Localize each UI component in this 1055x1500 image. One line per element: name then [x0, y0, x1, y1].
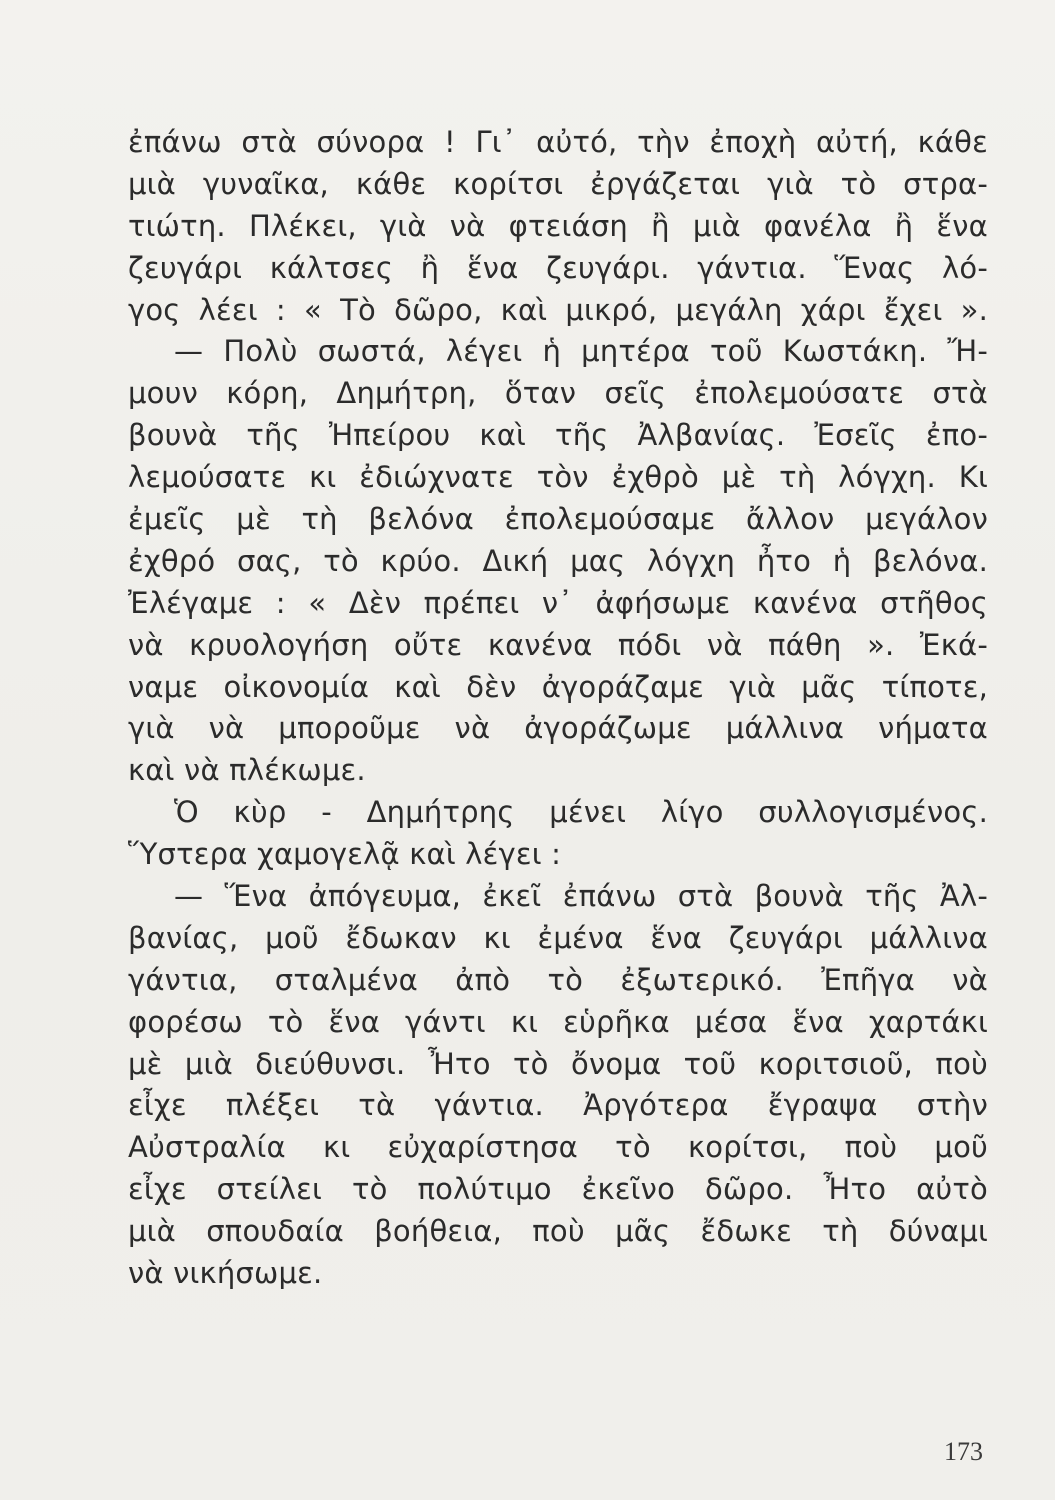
body-text [128, 122, 988, 1295]
text-line: γος λέει : « Τὸ δῶρο, καὶ μικρό, μεγάλη χάρι ἔχει ». [128, 292, 988, 327]
text-line: — Πολὺ σωστά, λέγει ἡ μητέρα τοῦ Κωστάκη. Ἤ- [174, 334, 988, 369]
text-line: εἶχε στείλει τὸ πολύτιμο ἐκεῖνο δῶρο. Ἦτο αὐτὸ [128, 1172, 988, 1207]
text-line: βουνὰ τῆς Ἠπείρου καὶ τῆς Ἀλβανίας. Ἐσεῖς ἐπο- [128, 418, 988, 453]
text-line: μιὰ σπουδαία βοήθεια, ποὺ μᾶς ἔδωκε τὴ δύναμι [128, 1214, 988, 1249]
text-line: νὰ κρυολογήση οὔτε κανένα πόδι νὰ πάθη ». Ἐκά- [128, 627, 988, 662]
text-line: Αὐστραλία κι εὐχαρίστησα τὸ κορίτσι, ποὺ μοῦ [128, 1130, 988, 1165]
text-line: νὰ νικήσωμε. [128, 1256, 323, 1291]
page-number: 173 [944, 1437, 983, 1466]
text-line: Ὁ κὺρ - Δημήτρης μένει λίγο συλλογισμένος. [174, 795, 988, 830]
text-line: φορέσω τὸ ἕνα γάντι κι εὑρῆκα μέσα ἕνα χαρτάκι [128, 1004, 988, 1039]
text-line: ζευγάρι κάλτσες ἢ ἕνα ζευγάρι. γάντια. Ἕνας λό- [128, 250, 988, 285]
text-line: ἐπάνω στὰ σύνορα ! Γι᾽ αὐτό, τὴν ἐποχὴ αὐτή, κάθε [128, 125, 988, 159]
text-line: εἶχε πλέξει τὰ γάντια. Ἀργότερα ἔγραψα στὴν [128, 1088, 988, 1123]
text-line: ἐμεῖς μὲ τὴ βελόνα ἐπολεμούσαμε ἄλλον μεγάλον [128, 502, 988, 537]
text-line: καὶ νὰ πλέκωμε. [128, 753, 366, 788]
text-line: — Ἕνα ἀπόγευμα, ἐκεῖ ἐπάνω στὰ βουνὰ τῆς Ἀλ- [174, 879, 988, 914]
text-line: λεμούσατε κι ἐδιώχνατε τὸν ἐχθρὸ μὲ τὴ λόγχη. Κι [128, 460, 988, 495]
text-line: ἐχθρό σας, τὸ κρύο. Δική μας λόγχη ἦτο ἡ βελόνα. [128, 543, 988, 578]
text-line: γιὰ νὰ μποροῦμε νὰ ἀγοράζωμε μάλλινα νήματα [128, 711, 988, 746]
text-line: βανίας, μοῦ ἔδωκαν κι ἐμένα ἕνα ζευγάρι μάλλινα [128, 920, 988, 955]
text-line: ναμε οἰκονομία καὶ δὲν ἀγοράζαμε γιὰ μᾶς τίποτε, [128, 669, 988, 704]
text-line: τιώτη. Πλέκει, γιὰ νὰ φτειάση ἢ μιὰ φανέλα ἢ ἕνα [128, 208, 988, 243]
text-line: μουν κόρη, Δημήτρη, ὅταν σεῖς ἐπολεμούσατε στὰ [128, 376, 988, 411]
text-line: γάντια, σταλμένα ἀπὸ τὸ ἐξωτερικό. Ἐπῆγα νὰ [128, 962, 988, 997]
text-line: Ὕστερα χαμογελᾷ καὶ λέγει : [128, 837, 562, 872]
text-line: Ἐλέγαμε : « Δὲν πρέπει ν᾽ ἀφήσωμε κανένα στῆθος [128, 585, 988, 620]
text-line: μὲ μιὰ διεύθυνσι. Ἦτο τὸ ὄνομα τοῦ κοριτσιοῦ, ποὺ [128, 1046, 988, 1081]
text-line: μιὰ γυναῖκα, κάθε κορίτσι ἐργάζεται γιὰ τὸ στρα- [128, 166, 988, 201]
